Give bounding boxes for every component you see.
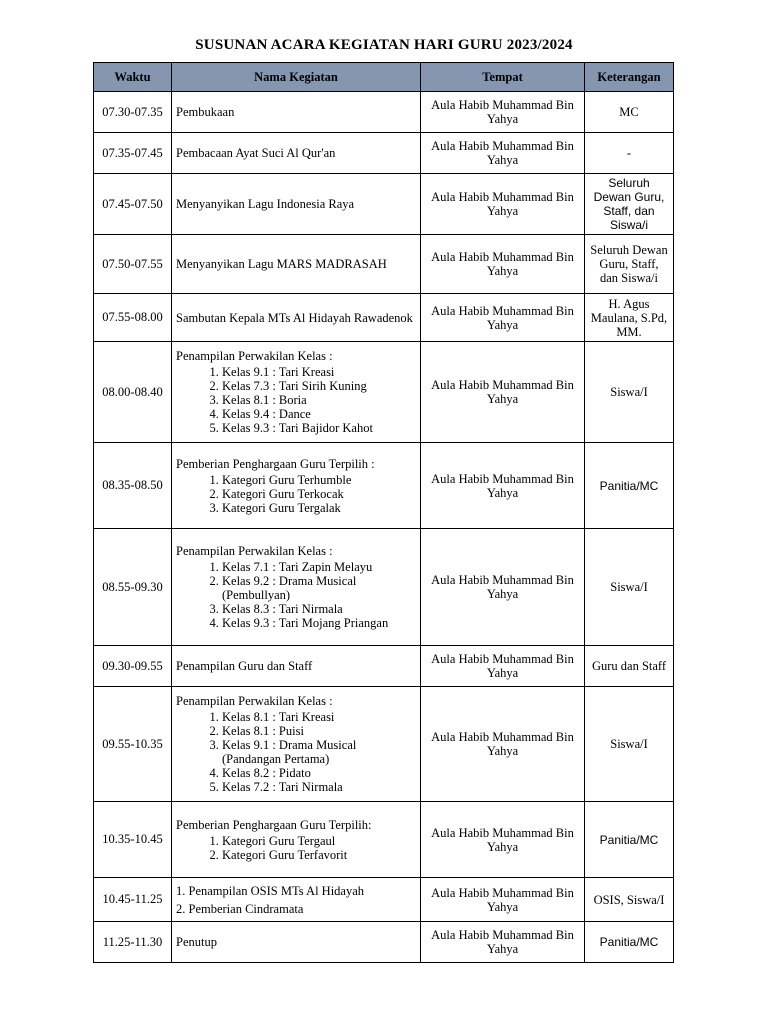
cell-place: Aula Habib Muhammad Bin Yahya xyxy=(421,802,585,878)
table-row xyxy=(94,342,674,443)
table-row xyxy=(94,878,674,922)
activity-title: Penampilan Perwakilan Kelas : xyxy=(176,544,333,558)
cell-note: Siswa/I xyxy=(585,687,674,802)
activity-title: Menyanyikan Lagu Indonesia Raya xyxy=(176,197,355,211)
cell-time: 11.25-11.30 xyxy=(94,922,172,963)
list-item: 2. Kelas 9.2 : Drama Musical (Pembullyan) xyxy=(222,574,416,602)
cell-place: Aula Habib Muhammad Bin Yahya xyxy=(421,529,585,646)
list-item: 2. Kategori Guru Terfavorit xyxy=(222,848,416,862)
cell-place: Aula Habib Muhammad Bin Yahya xyxy=(421,174,585,235)
cell-note: Panitia/MC xyxy=(585,443,674,529)
document-title: SUSUNAN ACARA KEGIATAN HARI GURU 2023/2024 xyxy=(195,37,573,53)
cell-place: Aula Habib Muhammad Bin Yahya xyxy=(421,443,585,529)
cell-activity xyxy=(172,443,421,529)
cell-time: 10.45-11.25 xyxy=(94,878,172,922)
table-row xyxy=(94,133,674,174)
list-item: 3. Kelas 9.1 : Drama Musical (Pandangan Pertama) xyxy=(222,738,416,766)
cell-activity xyxy=(172,687,421,802)
table-row xyxy=(94,802,674,878)
cell-note: Guru dan Staff xyxy=(585,646,674,687)
list-item: 1. Kategori Guru Terhumble xyxy=(222,473,416,487)
cell-time: 08.35-08.50 xyxy=(94,443,172,529)
cell-activity xyxy=(172,802,421,878)
activity-title: Penampilan Perwakilan Kelas : xyxy=(176,349,333,363)
header-place: Tempat xyxy=(421,63,585,92)
cell-time: 08.55-09.30 xyxy=(94,529,172,646)
cell-activity xyxy=(172,646,421,687)
cell-note: Siswa/I xyxy=(585,342,674,443)
activity-title: Sambutan Kepala MTs Al Hidayah Rawadenok xyxy=(176,310,413,325)
cell-place: Aula Habib Muhammad Bin Yahya xyxy=(421,878,585,922)
cell-note: Panitia/MC xyxy=(585,802,674,878)
cell-place: Aula Habib Muhammad Bin Yahya xyxy=(421,922,585,963)
cell-time: 07.50-07.55 xyxy=(94,235,172,294)
activity-list xyxy=(176,560,416,630)
header-note: Keterangan xyxy=(585,63,674,92)
activity-title: Pembacaan Ayat Suci Al Qur'an xyxy=(176,146,336,160)
table-row xyxy=(94,294,674,342)
list-item: 2. Kelas 7.3 : Tari Sirih Kuning xyxy=(222,379,416,393)
cell-note: Siswa/I xyxy=(585,529,674,646)
cell-time: 10.35-10.45 xyxy=(94,802,172,878)
cell-place: Aula Habib Muhammad Bin Yahya xyxy=(421,342,585,443)
cell-activity xyxy=(172,235,421,294)
activity-title: Penutup xyxy=(176,935,217,949)
list-item: 4. Kelas 9.4 : Dance xyxy=(222,407,416,421)
cell-activity xyxy=(172,529,421,646)
schedule-table xyxy=(93,62,674,963)
activity-title: Menyanyikan Lagu MARS MADRASAH xyxy=(176,257,387,271)
list-item: 5. Kelas 9.3 : Tari Bajidor Kahot xyxy=(222,421,416,435)
cell-activity xyxy=(172,294,421,342)
list-item: 3. Kategori Guru Tergalak xyxy=(222,501,416,515)
activity-list xyxy=(176,473,416,515)
cell-place: Aula Habib Muhammad Bin Yahya xyxy=(421,646,585,687)
activity-title: Pembukaan xyxy=(176,105,235,119)
cell-time: 09.55-10.35 xyxy=(94,687,172,802)
cell-activity xyxy=(172,878,421,922)
list-item: 1. Kategori Guru Tergaul xyxy=(222,834,416,848)
list-item: 1. Penampilan OSIS MTs Al Hidayah xyxy=(176,883,365,898)
table-row xyxy=(94,443,674,529)
list-item: 3. Kelas 8.1 : Boria xyxy=(222,393,416,407)
cell-activity xyxy=(172,133,421,174)
table-row xyxy=(94,174,674,235)
cell-activity xyxy=(172,342,421,443)
activity-title: Penampilan Guru dan Staff xyxy=(176,659,313,673)
cell-place: Aula Habib Muhammad Bin Yahya xyxy=(421,92,585,133)
cell-activity xyxy=(172,92,421,133)
list-item: 1. Kelas 9.1 : Tari Kreasi xyxy=(222,365,416,379)
list-item: 5. Kelas 7.2 : Tari Nirmala xyxy=(222,780,416,794)
table-row xyxy=(94,687,674,802)
header-activity: Nama Kegiatan xyxy=(172,63,421,92)
table-body xyxy=(94,92,674,963)
list-item: 4. Kelas 8.2 : Pidato xyxy=(222,766,416,780)
list-item: 1. Kelas 8.1 : Tari Kreasi xyxy=(222,710,416,724)
cell-note: H. Agus Maulana, S.Pd, MM. xyxy=(585,294,674,342)
header-time: Waktu xyxy=(94,63,172,92)
cell-place: Aula Habib Muhammad Bin Yahya xyxy=(421,294,585,342)
table-row xyxy=(94,235,674,294)
table-header-row xyxy=(94,63,674,92)
cell-note: Seluruh Dewan Guru, Staff, dan Siswa/i xyxy=(585,235,674,294)
activity-list xyxy=(176,834,416,862)
table-row xyxy=(94,92,674,133)
cell-time: 09.30-09.55 xyxy=(94,646,172,687)
activity-list xyxy=(176,882,416,918)
list-item: 1. Kelas 7.1 : Tari Zapin Melayu xyxy=(222,560,416,574)
cell-note: - xyxy=(585,133,674,174)
list-item: 2. Pemberian Cindramata xyxy=(176,901,304,916)
activity-list xyxy=(176,710,416,794)
cell-activity xyxy=(172,174,421,235)
cell-note: Seluruh Dewan Guru, Staff, dan Siswa/i xyxy=(585,174,674,235)
activity-title: Pemberian Penghargaan Guru Terpilih: xyxy=(176,817,372,832)
cell-time: 07.45-07.50 xyxy=(94,174,172,235)
list-item: 3. Kelas 8.3 : Tari Nirmala xyxy=(222,602,416,616)
cell-time: 07.55-08.00 xyxy=(94,294,172,342)
activity-list xyxy=(176,365,416,435)
cell-time: 07.30-07.35 xyxy=(94,92,172,133)
cell-place: Aula Habib Muhammad Bin Yahya xyxy=(421,235,585,294)
cell-note: MC xyxy=(585,92,674,133)
list-item: 2. Kategori Guru Terkocak xyxy=(222,487,416,501)
list-item: 2. Kelas 8.1 : Puisi xyxy=(222,724,416,738)
cell-note: Panitia/MC xyxy=(585,922,674,963)
list-item: 4. Kelas 9.3 : Tari Mojang Priangan xyxy=(222,616,416,630)
activity-title: Penampilan Perwakilan Kelas : xyxy=(176,694,333,708)
cell-note: OSIS, Siswa/I xyxy=(585,878,674,922)
cell-time: 08.00-08.40 xyxy=(94,342,172,443)
table-row xyxy=(94,646,674,687)
cell-place: Aula Habib Muhammad Bin Yahya xyxy=(421,687,585,802)
activity-title: Pemberian Penghargaan Guru Terpilih : xyxy=(176,456,375,471)
table-row xyxy=(94,529,674,646)
cell-activity xyxy=(172,922,421,963)
cell-time: 07.35-07.45 xyxy=(94,133,172,174)
cell-place: Aula Habib Muhammad Bin Yahya xyxy=(421,133,585,174)
table-row xyxy=(94,922,674,963)
